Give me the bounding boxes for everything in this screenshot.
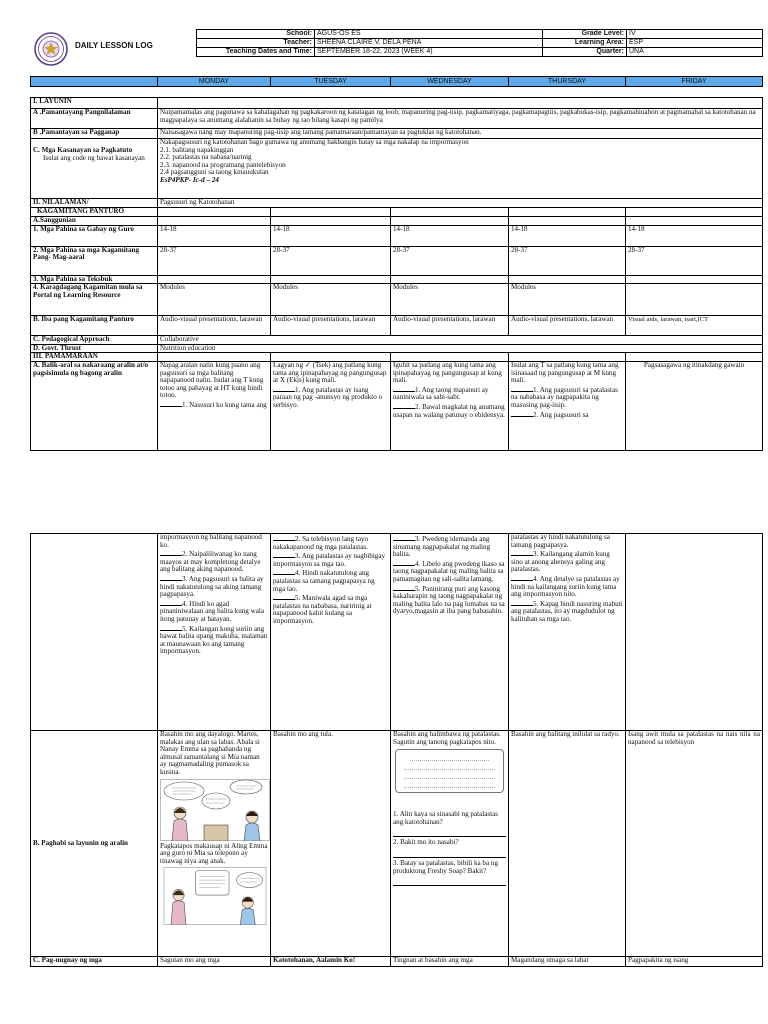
day-friday: FRIDAY xyxy=(626,77,763,87)
kagamitang-mag-aaral-wednesday: 28-37 xyxy=(391,246,509,275)
karagdagang-label: 4. Karagdagang Kagamitan mula sa Portal ng Learning Resource xyxy=(31,284,158,316)
dates-label: Teaching Dates and Time: xyxy=(197,48,315,57)
list-item: 2. Naipaliliwanag ko nang maayos at may kompletong detalye ang balitang aking napanood. xyxy=(160,550,261,574)
pamantayang-pangnilalaman-value: Naipamamalas ang pagunawa sa kahalagahan ng pagkakaroon ng katatagan ng loob, mapanuring pag-iisip, pagkamatiyaga, pagkamapagtiis, pagkabukas-isip, pagkamahinahon at pagmamahal sa katotohanan na magpapalaya sa anumang alalahanin sa buhay ng tao bilang kasapi ng pamilya xyxy=(158,109,763,129)
day-header-row xyxy=(30,76,763,87)
kasanayan-note: Isulat ang code ng bawat kasanayan xyxy=(43,153,145,162)
row-iba-pang xyxy=(31,316,763,336)
balik-aral-thursday-continued xyxy=(509,534,626,731)
kagamitang-mag-aaral-thursday: 28-37 xyxy=(509,246,626,275)
row-pag-uugnay xyxy=(31,957,763,967)
row-nilalaman xyxy=(31,199,763,208)
pamantayang-pangnilalaman-label: A .Pamantayang Pangnilalaman xyxy=(31,109,158,129)
iba-pang-monday: Audio-visual presentations, larawan xyxy=(158,316,271,336)
paghabi-wednesday xyxy=(391,731,509,957)
answer-blank xyxy=(273,593,295,600)
kasanayan-line: Nakapagsusuri ng katotohanan bago gumawa ng anumang hakbangin batay sa mga nakalap na impormasyon xyxy=(160,138,469,146)
balik-aral-tuesday-item: 1. Ang patalastas ay isang paraan ng pag -anunsyo ng produkto o serbisyo. xyxy=(273,385,383,409)
balik-aral-wednesday-instructions: Iguhit sa patlang ang kung tama ang ipinapahayag ng pangungusap at kung mali. xyxy=(393,361,502,385)
iba-pang-tuesday: Audio-visual presentations, larawan xyxy=(271,316,391,336)
balik-aral-wednesday xyxy=(391,361,509,450)
answer-blank xyxy=(160,400,182,407)
school-value: AGUS-OS ES xyxy=(315,30,543,39)
kasanayan-line: 2.4 pagsangguni sa taong kinauukulan xyxy=(160,168,269,177)
iba-pang-wednesday: Audio-visual presentations, larawan xyxy=(391,316,509,336)
list-item: 4. Hindi nakatutulong ang patalastas sa tamang pagpapasya ng mga tao. xyxy=(273,569,375,593)
teksbuk-label: 3. Mga Pahina sa Teksbuk xyxy=(31,275,158,284)
answer-line xyxy=(393,828,506,837)
answer-blank xyxy=(393,559,415,566)
question: 2. Bakit mo ito nasabi? xyxy=(393,838,459,847)
kagamitang-mag-aaral-label: 2. Mga Pahina sa mga Kagamitang Pang- Mag-aaral xyxy=(31,246,158,275)
pag-uugnay-friday: Pagpapakita ng isang xyxy=(626,957,763,967)
grade-level-value: IV xyxy=(627,30,763,39)
row-teksbuk xyxy=(31,275,763,284)
list-item: 5. Kailangan kong suriin ang bawat balita upang makuha, malaman at maunawaan ko ang tamang impormasyon. xyxy=(160,624,268,656)
kagamitang-mag-aaral-monday: 28-37 xyxy=(158,246,271,275)
kasanayan-code: EsP4PKP- Ic-d – 24 xyxy=(160,175,219,184)
nilalaman-label: II. NILALAMAN/ xyxy=(31,199,158,208)
paghabi-wednesday-text: Basahin ang halimbawa ng patalastas. Sagutin ang tanong pagkatapos nito. xyxy=(393,730,501,746)
balik-aral-monday-continued xyxy=(158,534,271,731)
section-layunin: I. LAYUNIN xyxy=(31,98,158,109)
answer-blank xyxy=(160,574,182,581)
balik-aral-thursday-instructions: Isulat ang T sa patlang kung tama ang isinasaad ng pangungusap at M kung mali. xyxy=(511,361,619,385)
sanggunian-label: A.Sanggunian xyxy=(31,216,158,225)
answer-blank xyxy=(511,574,533,581)
balik-aral-wednesday-item: 2. Bawal magkalat ng anumang usapan na walang patunay o ebidensya. xyxy=(393,402,505,419)
answer-blank xyxy=(273,551,295,558)
gabay-label: 1. Mga Pahina sa Gabay ng Guro xyxy=(31,225,158,246)
balik-aral-tuesday xyxy=(271,361,391,450)
row-gabay xyxy=(31,225,763,246)
poster-line xyxy=(404,781,495,788)
row-kasanayan xyxy=(31,139,763,199)
answer-blank xyxy=(160,624,182,631)
paghabi-label: B. Paghabi sa layunin ng aralin xyxy=(31,731,158,957)
gabay-friday: 14-18 xyxy=(626,225,763,246)
day-header-blank xyxy=(31,77,158,87)
day-wednesday: WEDNESDAY xyxy=(391,77,509,87)
row-kagamitang-mag-aaral xyxy=(31,246,763,275)
gabay-thursday: 14-18 xyxy=(509,225,626,246)
kasanayan-line: 2.2. patalastas na nabasa/narinig xyxy=(160,153,252,162)
answer-blank xyxy=(160,549,182,556)
karagdagang-thursday: Modules xyxy=(509,284,626,316)
balik-aral-label: A. Balik-aral sa nakaraang aralin at/o pagsisimula ng bagong aralin xyxy=(31,361,158,450)
list-item: 5. Paninirang puri ang kasong kakaharapin ng taong nagpapakalat ng maling balita lalo na pag lumabas na sa dyaryo,magasin at iba pang babasahin. xyxy=(393,584,505,616)
info-table xyxy=(196,29,763,57)
lesson-table xyxy=(30,97,763,451)
row-pamantayang-pangnilalaman xyxy=(31,109,763,129)
list-item: 3. Pwedeng idemanda ang sinumang nagpapakalat ng maling balita. xyxy=(393,535,491,559)
list-item: 5. Maniwala agad sa mga patalastas na nababasa, naririnig at napapanood kahit kulang sa impormasyon. xyxy=(273,594,372,625)
quarter-label: Quarter: xyxy=(543,48,627,57)
pag-uugnay-tuesday: Katotohanan, Aalamin Ko! xyxy=(271,957,391,967)
balik-aral-wednesday-continued xyxy=(391,534,509,731)
row-pamantayan-pagganap xyxy=(31,129,763,139)
iba-pang-thursday: Audio-visual presentations, larawan xyxy=(509,316,626,336)
answer-blank xyxy=(160,599,182,606)
poster-line xyxy=(404,763,495,770)
answer-blank xyxy=(273,534,295,541)
answer-blank xyxy=(273,385,295,392)
deped-seal-icon xyxy=(34,32,68,66)
row-govt-thrust xyxy=(31,344,763,353)
info-row-teacher xyxy=(197,39,763,48)
karagdagang-wednesday: Modules xyxy=(391,284,509,316)
row-pamamaraan xyxy=(31,353,763,362)
day-thursday: THURSDAY xyxy=(509,77,626,87)
day-monday: MONDAY xyxy=(158,77,271,87)
pag-uugnay-wednesday: Tingnan at basahin ang mga xyxy=(391,957,509,967)
teacher-value: SHEENA CLAIRE V. DELA PENA xyxy=(315,39,543,48)
info-row-school xyxy=(197,30,763,39)
karagdagang-tuesday: Modules xyxy=(271,284,391,316)
grade-level-label: Grade Level: xyxy=(543,30,627,39)
pag-uugnay-monday: Sagutan mo ang mga xyxy=(158,957,271,967)
iba-pang-friday: Visual aids, larawan, tsart,ICT xyxy=(626,316,763,336)
pag-uugnay-thursday: Magandang umaga sa lahat xyxy=(509,957,626,967)
paghabi-monday-text: Basahin mo ang dayalogo. Martes, malakas ang ulan sa labas. Abala si Nanay Emma sa paghahanda ng almusal samantalang si Mia naman ay nagmamadaling pumasok sa kusina. xyxy=(160,730,260,776)
teacher-label: Teacher: xyxy=(197,39,315,48)
list-item: 3. Kailangang alamin kung sino at anong ahensya galing ang patalastas. xyxy=(511,550,610,574)
answer-blank xyxy=(393,385,415,392)
paghabi-monday xyxy=(158,731,271,957)
paghabi-monday-text: Pagkatapos makausap ni Aling Emma ang guro ni Mia sa telepono ay tinawag niya ang anak. xyxy=(160,841,268,865)
list-item: 3. Ang pagsusuri sa balita ay hindi nakatutulong sa aking tamang pagpapasya. xyxy=(160,574,264,599)
row-balik-aral-continued xyxy=(31,534,763,731)
list-item: impormasyon ng balitang napanood ko. xyxy=(160,533,262,549)
learning-area-value: ESP xyxy=(627,39,763,48)
list-item: 5. Kapag hindi nasuring mabuti ang patalastas, ito ay magdudulot ng kalituhan sa mga tao. xyxy=(511,599,623,623)
question: 1. Alin kaya sa sinasabi ng patalastas ang katotohanan? xyxy=(393,810,499,826)
karagdagang-friday xyxy=(626,284,763,316)
list-item: 2. Sa telebisyon lang tayo nakakapanood ng mga patalastas. xyxy=(273,535,369,551)
kasanayan-value xyxy=(158,139,763,199)
pamantayan-pagganap-label: B .Pamantayan sa Pagganap xyxy=(31,129,158,139)
document-title: DAILY LESSON LOG xyxy=(75,41,153,50)
pedagogical-label: C. Pedagogical Approach xyxy=(31,336,158,345)
answer-blank xyxy=(393,534,415,541)
list-item: 4. Hindi ko agad pinaniniwalaan ang balita kung wala itong patunay at batayan. xyxy=(160,599,265,623)
paghabi-tuesday: Basahin mo ang tula. xyxy=(271,731,391,957)
answer-blank xyxy=(511,410,533,417)
balik-aral-monday-item: 1. Nasusuri ko kung tama ang xyxy=(182,400,267,409)
kagamitang-mag-aaral-friday: 28-37 xyxy=(626,246,763,275)
kagamitang-mag-aaral-tuesday: 28-37 xyxy=(271,246,391,275)
row-pedagogical xyxy=(31,336,763,345)
pamamaraan-label: III. PAMAMARAAN xyxy=(31,353,158,362)
learning-area-label: Learning Area: xyxy=(543,39,627,48)
paghabi-friday: Isang awit mula sa patalastas na nais nila na napanood sa telebisyon xyxy=(626,731,763,957)
balik-aral-tuesday-continued xyxy=(271,534,391,731)
row-kagamitan xyxy=(31,207,763,216)
balik-aral-monday-instructions: Napag aralan natin kung paano ang pagsusuri sa mga balitang napapanood natin. Isulat ang T kung totoo ang pahayag at HT kung hindi totoo. xyxy=(160,361,264,400)
balik-aral-tuesday-instructions: Lagyan ng ✓ (Tsek) ang patlang kung tama ang ipinapahayag ng pangungusap at X (Ekis) kung mali. xyxy=(273,361,387,385)
answer-blank xyxy=(393,584,415,591)
answer-blank xyxy=(273,568,295,575)
mother-daughter-kitchen-illustration xyxy=(160,779,270,841)
kasanayan-line: 2.1. balitang napakinggan xyxy=(160,145,234,154)
gabay-wednesday: 14-18 xyxy=(391,225,509,246)
question: 3. Batay sa patalastas, bibili ka ba ng produktong Freshy Soap? Bakit? xyxy=(393,858,498,875)
day-tuesday: TUESDAY xyxy=(271,77,391,87)
pedagogical-value: Collaborative xyxy=(158,336,763,345)
list-item: 3. Ang patalastas ay nagbibigay impormasyon sa mga tao. xyxy=(273,552,386,568)
gabay-monday: 14-18 xyxy=(158,225,271,246)
quarter-value: UNA xyxy=(627,48,763,57)
mother-daughter-phone-illustration xyxy=(160,867,270,925)
karagdagang-monday: Modules xyxy=(158,284,271,316)
row-paghabi xyxy=(31,731,763,957)
kasanayan-label: C. Mga Kasanayan sa Pagkatuto xyxy=(33,146,133,154)
paghabi-thursday: Basahin ang balitang inilulat sa radyo. xyxy=(509,731,626,957)
pag-uugnay-label: C. Pag-uugnay ng mga xyxy=(31,957,158,967)
list-item: patalastas ay hindi nakatutulong sa tamang pagpapasya. xyxy=(511,533,610,549)
iba-pang-label: B. Iba pang Kagamitang Panturo xyxy=(31,316,158,336)
info-row-dates xyxy=(197,48,763,57)
row-sanggunian xyxy=(31,216,763,225)
answer-blank xyxy=(511,385,533,392)
lesson-table-continued xyxy=(30,533,763,967)
balik-aral-wednesday-item: 1. Ang taong mapanuri ay naniniwala sa sabi-sabi. xyxy=(393,385,489,402)
balik-aral-friday: Pagsasagawa ng itinakdang gawain xyxy=(626,361,763,450)
advertisement-poster xyxy=(395,749,504,793)
dates-value: SEPTEMBER 18-22, 2023 (WEEK 4) xyxy=(315,48,543,57)
govt-thrust-label: D. Govt. Thrust xyxy=(31,344,158,353)
answer-blank xyxy=(393,402,415,409)
gabay-tuesday: 14-18 xyxy=(271,225,391,246)
poster-line xyxy=(410,754,489,761)
balik-aral-thursday-item: 1. Ang pagsusuri sa patalastas na nababasa ay nagpapakita ng masusing pag-iisip. xyxy=(511,385,618,409)
row-balik-aral xyxy=(31,361,763,450)
answer-line xyxy=(393,849,506,858)
answer-blank xyxy=(511,599,533,606)
poster-line xyxy=(404,772,495,779)
balik-aral-thursday-item: 2. Ang pagsusuri sa xyxy=(533,410,589,419)
govt-thrust-value: Nutrition education xyxy=(158,344,763,353)
row-layunin xyxy=(31,98,763,109)
school-label: School: xyxy=(197,30,315,39)
list-item: 4. Ang detalye sa patalastas ay hindi na kailangang suriin kung tama ang impormasyon nito. xyxy=(511,574,620,599)
list-item: 4. Libelo ang pwedeng ikaso sa taong nagpapakalat ng maling balita sa pamamagitan ng sali-salita lamang. xyxy=(393,559,505,583)
balik-aral-thursday xyxy=(509,361,626,450)
nilalaman-value: Pagsusuri ng Katotohanan xyxy=(158,199,763,208)
pamantayan-pagganap-value: Naisasagawa nang may mapanuring pag-iisip ang tamang pamamaraan/pamantayan sa pagtuklas ng katotohanan. xyxy=(158,129,763,139)
kagamitan-label: KAGAMITANG PANTURO xyxy=(31,207,158,216)
answer-line xyxy=(393,877,506,886)
answer-blank xyxy=(511,549,533,556)
row-karagdagang xyxy=(31,284,763,316)
balik-aral-monday xyxy=(158,361,271,450)
kasanayan-line: 2.3. napanood na programang pantelebisyon xyxy=(160,160,286,169)
